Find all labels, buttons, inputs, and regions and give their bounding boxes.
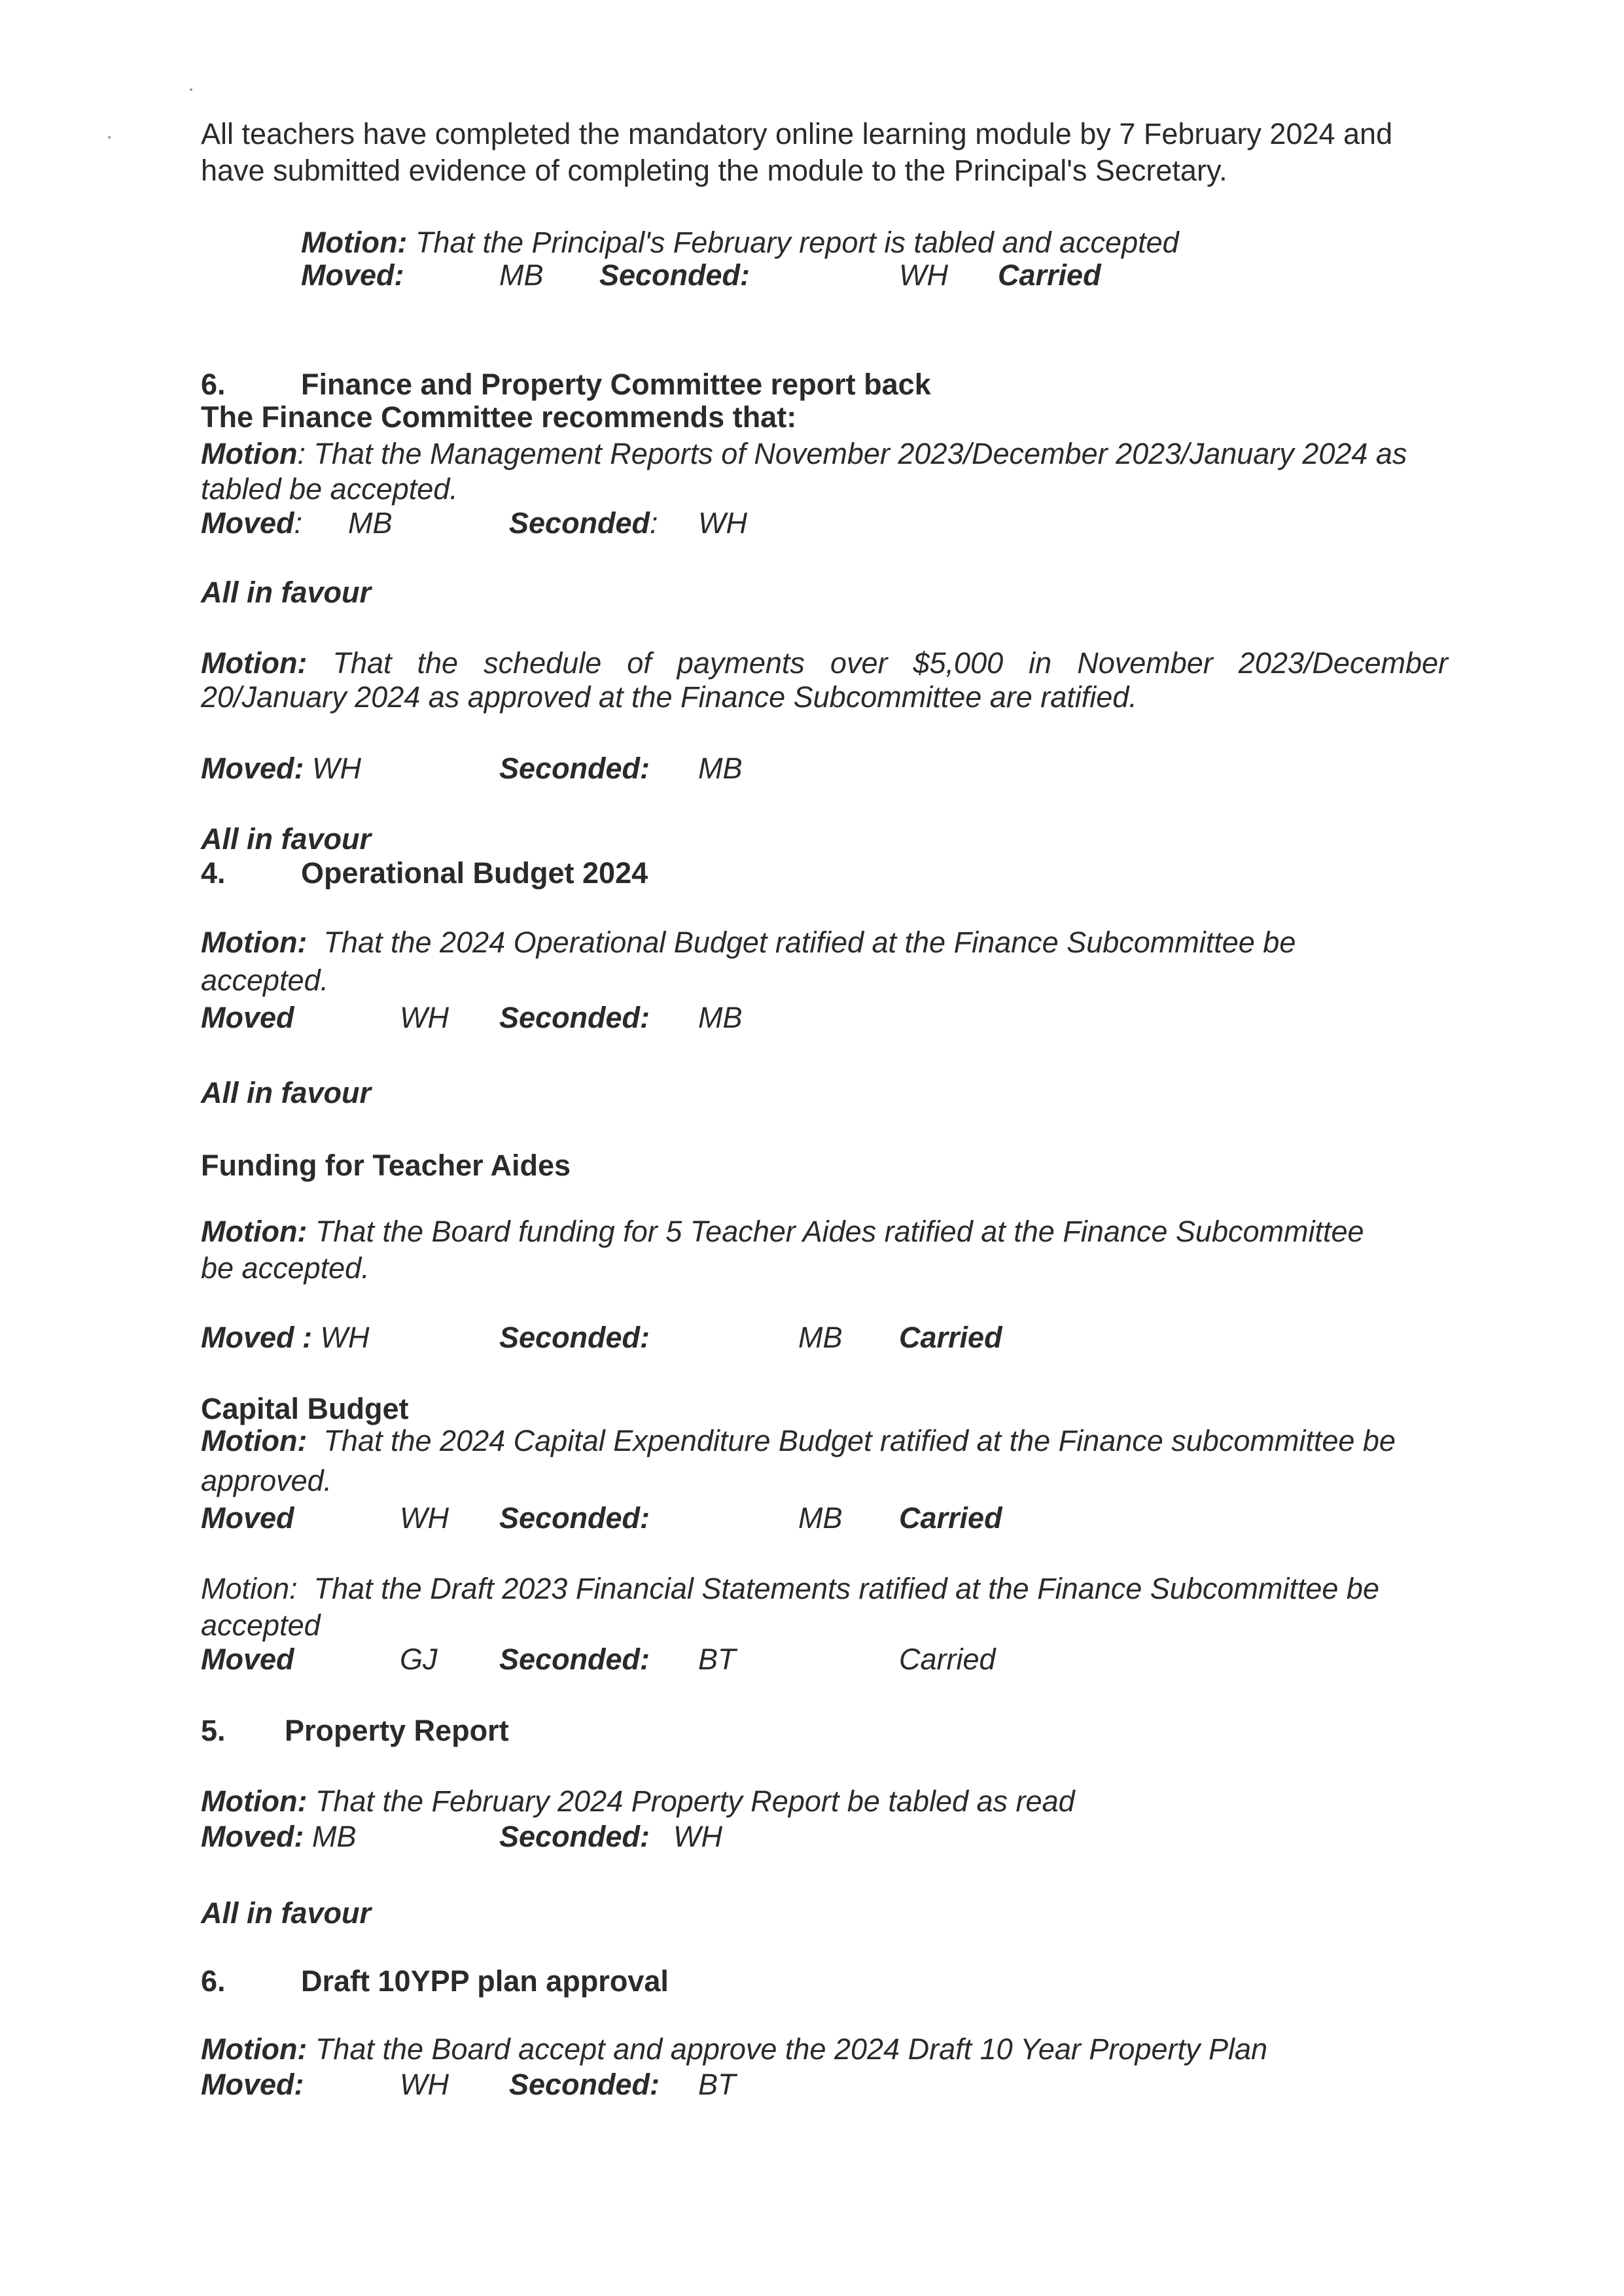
seconded-label: Seconded: — [499, 1643, 650, 1676]
motion-line-2: accepted. — [201, 964, 329, 997]
colon: : — [297, 1784, 308, 1818]
motion-label: Motion: — [201, 2032, 308, 2066]
seconded-value: BT — [698, 1643, 736, 1676]
motion-label: Motion: — [201, 926, 308, 959]
section-number: 6. — [201, 1964, 226, 1998]
seconded-label: Seconded: — [499, 1501, 650, 1535]
moved-value: MB — [499, 258, 544, 292]
section-title: Finance and Property Committee report back — [301, 368, 931, 401]
seconded-label: Seconded: — [499, 1001, 650, 1034]
motion-line-1 — [201, 1217, 1364, 1247]
moved-label: Moved — [201, 1501, 294, 1535]
result: All in favour — [201, 1076, 372, 1109]
seconded-value: MB — [698, 752, 743, 785]
moved-value: WH — [400, 2068, 449, 2101]
intro-line-1: All teachers have completed the mandatory online learning module by 7 February 2024 and — [201, 117, 1393, 150]
moved-label: Moved: — [201, 2068, 304, 2101]
scan-speck — [108, 136, 111, 139]
result: All in favour — [201, 1896, 372, 1930]
motion-line-2: approved. — [201, 1464, 332, 1497]
motion-line-2: accepted — [201, 1609, 321, 1642]
motion-text: That the 2024 Operational Budget ratified at the Finance Subcommittee be — [323, 926, 1296, 959]
moved-label: Moved: — [201, 752, 304, 785]
motion-label: Motion: — [201, 646, 308, 680]
seconded-value: WH — [698, 506, 747, 540]
moved-value: MB — [312, 1820, 357, 1853]
intro-line-2: have submitted evidence of completing the module to the Principal's Secretary. — [201, 154, 1227, 187]
colon: : — [297, 437, 306, 470]
moved-label: Moved — [201, 1001, 294, 1034]
motion-text: That the Board funding for 5 Teacher Aides ratified at the Finance Subcommittee — [315, 1215, 1364, 1248]
result: All in favour — [201, 822, 372, 856]
section-title: Property Report — [285, 1714, 509, 1747]
section-number: 5. — [201, 1714, 226, 1747]
motion-text: That the 2024 Capital Expenditure Budget ratified at the Finance subcommittee be — [323, 1424, 1396, 1457]
moved-value: MB — [348, 506, 393, 540]
result: Carried — [899, 1321, 1002, 1354]
scan-speck — [190, 88, 192, 91]
moved-label: Moved — [201, 506, 294, 540]
seconded-value: BT — [698, 2068, 736, 2101]
moved-label: Moved — [201, 1643, 294, 1676]
moved — [201, 1822, 357, 1852]
principal-motion — [301, 228, 1179, 258]
seconded-label: Seconded: — [499, 1820, 650, 1853]
seconded-value: MB — [698, 1001, 743, 1034]
moved-label: Moved: — [301, 258, 404, 292]
motion-line-1 — [201, 928, 1296, 958]
motion-line-1 — [201, 1786, 1075, 1817]
seconded-value: WH — [673, 1820, 722, 1853]
moved — [201, 1323, 370, 1353]
motion-text: That the February 2024 Property Report be tabled as read — [307, 1784, 1075, 1818]
motion-line-1 — [201, 648, 1448, 678]
recommends-heading: The Finance Committee recommends that: — [201, 400, 797, 434]
seconded-value: MB — [798, 1321, 843, 1354]
section-title: Funding for Teacher Aides — [201, 1149, 571, 1182]
seconded-label: Seconded — [509, 506, 650, 540]
seconded-value: MB — [798, 1501, 843, 1535]
result: Carried — [998, 258, 1101, 292]
motion-line-1 — [201, 1426, 1396, 1456]
moved — [201, 754, 361, 784]
moved-value: GJ — [400, 1643, 438, 1676]
motion-line-2: be accepted. — [201, 1251, 370, 1285]
section-number: 4. — [201, 856, 226, 890]
seconded-label: Seconded: — [499, 752, 650, 785]
seconded-value: WH — [899, 258, 948, 292]
motion-text: That the Board accept and approve the 2024 Draft 10 Year Property Plan — [315, 2032, 1268, 2066]
motion-label: Motion: — [201, 1572, 298, 1605]
moved-value: WH — [312, 752, 361, 785]
seconded-label: Seconded: — [499, 1321, 650, 1354]
moved-label: Moved: — [201, 1820, 304, 1853]
motion-line-1 — [201, 1574, 1379, 1604]
seconded: Seconded: — [509, 506, 658, 540]
section-number: 6. — [201, 368, 226, 401]
seconded-label: Seconded: — [599, 258, 750, 292]
moved-value: WH — [400, 1001, 449, 1034]
motion-text: That the Principal's February report is tabled and accepted — [415, 226, 1179, 259]
result: All in favour — [201, 576, 372, 609]
moved-value: WH — [400, 1501, 449, 1535]
motion-label: Motion — [201, 437, 298, 470]
motion-text: That the Management Reports of November 2023/December 2023/January 2024 as — [305, 437, 1407, 470]
motion-label: Motion: — [301, 226, 408, 259]
motion-line-1 — [201, 439, 1407, 469]
motion-line-1 — [201, 2034, 1267, 2064]
motion-label: Motion: — [201, 1424, 308, 1457]
motion-label: Motion: — [201, 1215, 308, 1248]
motion-label: Motion — [201, 1784, 298, 1818]
motion-text: That the schedule of payments over $5,000 in November 2023/December — [332, 646, 1448, 680]
section-title: Draft 10YPP plan approval — [301, 1964, 669, 1998]
moved-label: Moved : — [201, 1321, 313, 1354]
result: Carried — [899, 1501, 1002, 1535]
section-title: Capital Budget — [201, 1392, 409, 1425]
moved: Moved: — [201, 506, 303, 540]
motion-text: That the Draft 2023 Financial Statements ratified at the Finance Subcommittee be — [313, 1572, 1379, 1605]
seconded-label: Seconded: — [509, 2068, 660, 2101]
result: Carried — [899, 1643, 996, 1676]
motion-line-2: tabled be accepted. — [201, 472, 458, 506]
moved-value: WH — [320, 1321, 370, 1354]
motion-line-2: 20/January 2024 as approved at the Finance Subcommittee are ratified. — [201, 680, 1137, 714]
section-title: Operational Budget 2024 — [301, 856, 648, 890]
